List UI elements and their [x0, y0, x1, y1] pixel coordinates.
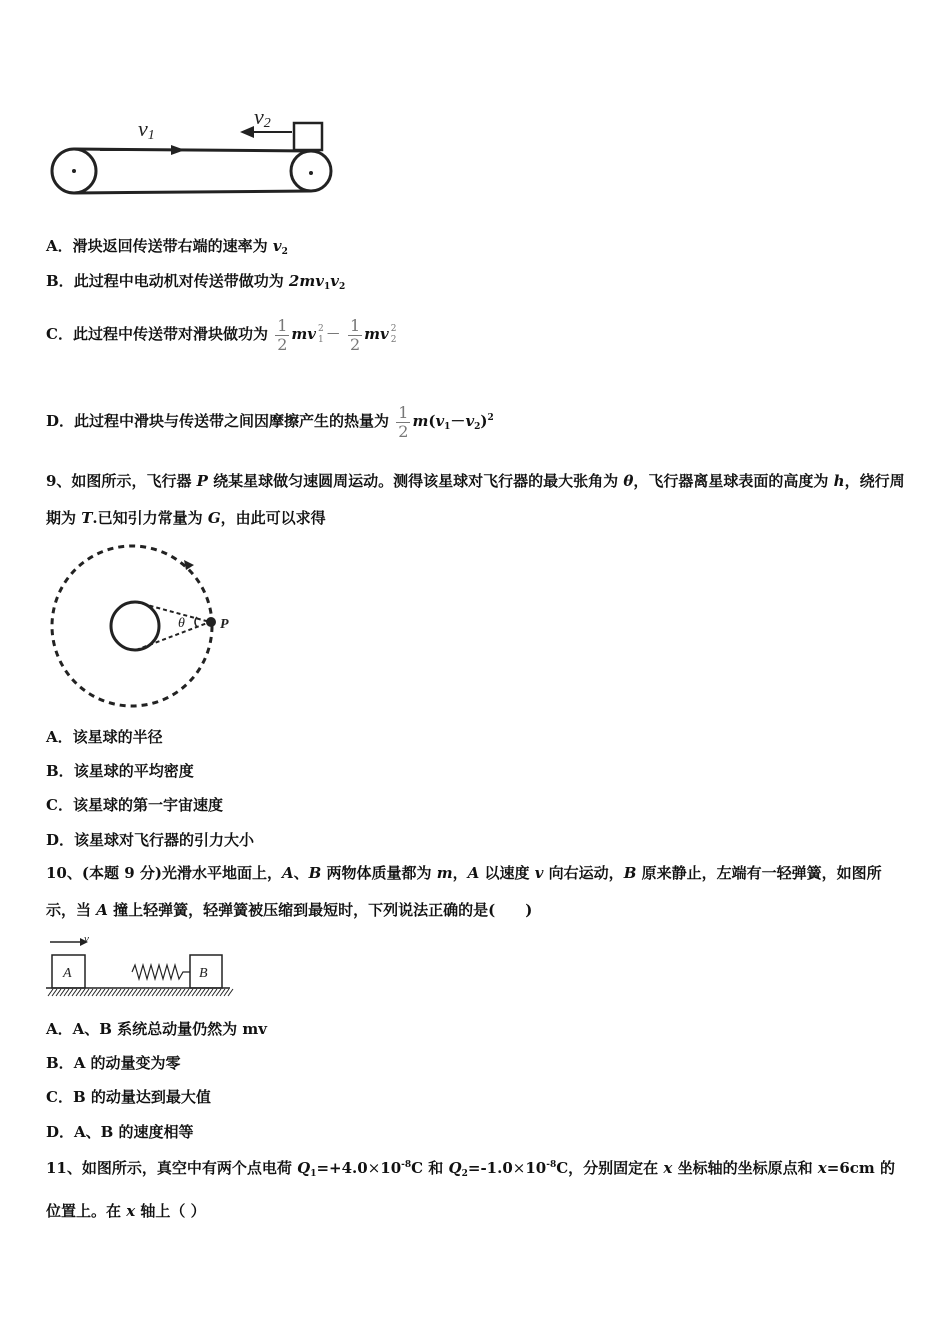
svg-text:P: P [220, 617, 229, 632]
svg-text:A: A [63, 966, 72, 981]
fraction: $\frac{1}{2}$ [349, 315, 361, 354]
q8-option-d: D．此过程中滑块与传送带之间因摩擦产生的热量为 $\frac{1}{2}$ $m(v_1-v_2)^2$ [46, 402, 494, 441]
q9-option-a: A．该星球的半径 [46, 728, 163, 746]
v1-arrow [171, 145, 185, 155]
orbit-direction-arrow [184, 560, 194, 570]
q10-stem: 10、(本题 9 分)光滑水平地面上，A、B 两物体质量都为 m，A 以速度 v 向右运动，B 原来静止，左端有一轻弹簧，如图所示，当 A 撞上轻弹簧，轻弹簧被压缩到最短时，下列说法正确的是( ) [46, 864, 882, 919]
svg-text:v1: v1 [138, 116, 155, 143]
q9-option-b: B．该星球的平均密度 [46, 762, 194, 780]
conveyor-belt-figure [40, 100, 340, 210]
planet [111, 602, 159, 650]
svg-text:B: B [199, 966, 208, 981]
svg-text:v2: v2 [254, 104, 271, 131]
fraction: $\frac{1}{2}$ [398, 402, 409, 441]
slider-block [294, 123, 322, 150]
q8-option-c: C．此过程中传送带对滑块做功为 $\frac{1}{2}$ mv 2 1 － $\frac{1}{2}$ mv 2 2 [46, 315, 397, 354]
svg-text:θ: θ [178, 616, 185, 631]
v1-label: v [138, 116, 148, 141]
v2-arrow [240, 126, 254, 138]
v2-label: v [254, 104, 264, 129]
q9-stem: 9、如图所示，飞行器 P 绕某星球做匀速圆周运动。测得该星球对飞行器的最大张角为 θ，飞行器离星球表面的高度为 h，绕行周期为 T.已知引力常量为 G，由此可以求得 [46, 472, 905, 527]
q10-option-c: C．B 的动量达到最大值 [46, 1088, 211, 1106]
q10-option-a: A．A、B 系统总动量仍然为 mv [46, 1020, 267, 1038]
svg-text:v: v [84, 933, 89, 945]
spacecraft-p [206, 617, 216, 627]
orbit-path [52, 546, 212, 706]
q8-option-a: A．滑块返回传送带右端的速率为 $v_2$ [46, 237, 288, 257]
fraction: $\frac{1}{2}$ [277, 315, 288, 354]
q10-option-b: B．A 的动量变为零 [46, 1054, 181, 1072]
q11-stem: 11、如图所示，真空中有两个点电荷 $Q_1=+4.0\times 10^{-8}C$ 和 $Q_2=-1.0\times 10^{-8}C$，分别固定在 x 坐标轴的坐标原点和 x=6cm 的位置上。在 x 轴上（ ） [46, 1159, 895, 1220]
spring-blocks-figure [44, 930, 234, 1000]
q9-option-c: C．该星球的第一宇宙速度 [46, 796, 223, 814]
q9-option-d: D．该星球对飞行器的引力大小 [46, 831, 255, 849]
q10-option-d: D．A、B 的速度相等 [46, 1123, 194, 1141]
ground-hatch [48, 989, 233, 996]
orbit-figure [40, 540, 240, 715]
spring [132, 965, 190, 979]
q8-option-b: B．此过程中电动机对传送带做功为 $2mv_1v_2$ [46, 272, 346, 292]
